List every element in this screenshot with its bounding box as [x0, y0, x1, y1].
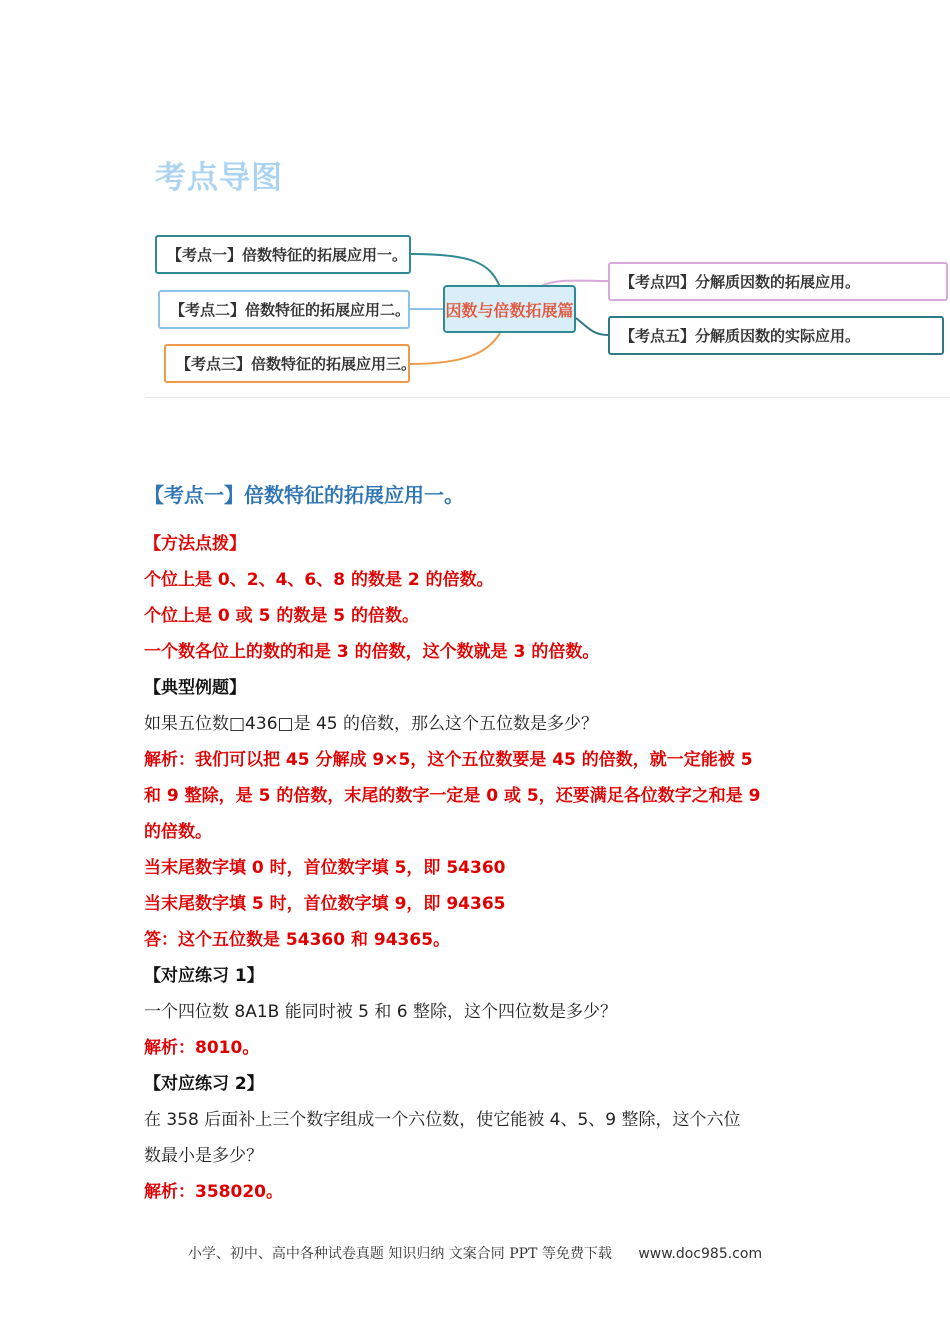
mind-map-node-5: 【考点五】分解质因数的实际应用。 [608, 316, 944, 355]
connector-3 [410, 333, 500, 364]
heading-example: 【典型例题】 [144, 678, 246, 698]
example-answer: 答：这个五位数是 54360 和 94365。 [144, 930, 451, 950]
heading-method: 【方法点拨】 [144, 534, 246, 554]
section-divider [145, 397, 950, 398]
heading-practice-1: 【对应练习 1】 [144, 966, 264, 986]
page-title: 考点导图 [155, 160, 283, 196]
mind-map-node-3: 【考点三】倍数特征的拓展应用三。 [164, 344, 410, 383]
mind-map-center-node: 因数与倍数拓展篇 [443, 285, 576, 333]
section-title: 【考点一】倍数特征的拓展应用一。 [144, 483, 464, 507]
mind-map [0, 0, 950, 400]
example-solution-line: 和 9 整除，是 5 的倍数，末尾的数字一定是 0 或 5，还要满足各位数字之和是 9 [144, 786, 761, 806]
mind-map-node-2: 【考点二】倍数特征的拓展应用二。 [158, 290, 410, 329]
practice-2-question: 在 358 后面补上三个数字组成一个六位数，使它能被 4、5、9 整除，这个六位 [144, 1110, 741, 1130]
page-footer [0, 1243, 950, 1263]
practice-2-solution: 解析：358020。 [144, 1182, 283, 1202]
example-solution-line: 当末尾数字填 5 时，首位数字填 9，即 94365 [144, 894, 506, 914]
method-line: 个位上是 0 或 5 的数是 5 的倍数。 [144, 606, 419, 626]
footer-text: 小学、初中、高中各种试卷真题 知识归纳 文案合同 PPT 等免费下载 [187, 1246, 612, 1262]
practice-1-question: 一个四位数 8A1B 能同时被 5 和 6 整除，这个四位数是多少？ [144, 1002, 617, 1022]
connector-5 [576, 318, 608, 335]
method-line: 个位上是 0、2、4、6、8 的数是 2 的倍数。 [144, 570, 494, 590]
heading-practice-2: 【对应练习 2】 [144, 1074, 264, 1094]
connector-1 [411, 254, 500, 287]
main-content [144, 478, 824, 1210]
mind-map-node-4: 【考点四】分解质因数的拓展应用。 [608, 262, 948, 301]
method-line: 一个数各位上的数的和是 3 的倍数，这个数就是 3 的倍数。 [144, 642, 600, 662]
example-solution-line: 的倍数。 [144, 822, 212, 842]
footer-url[interactable]: www.doc985.com [638, 1246, 763, 1262]
mind-map-node-1: 【考点一】倍数特征的拓展应用一。 [155, 235, 411, 274]
example-question: 如果五位数□436□是 45 的倍数，那么这个五位数是多少？ [144, 714, 599, 734]
example-solution-line: 解析：我们可以把 45 分解成 9×5，这个五位数要是 45 的倍数，就一定能被 5 [144, 750, 753, 770]
practice-1-solution: 解析：8010。 [144, 1038, 260, 1058]
example-solution-line: 当末尾数字填 0 时，首位数字填 5，即 54360 [144, 858, 506, 878]
practice-2-question: 数最小是多少？ [144, 1146, 263, 1166]
